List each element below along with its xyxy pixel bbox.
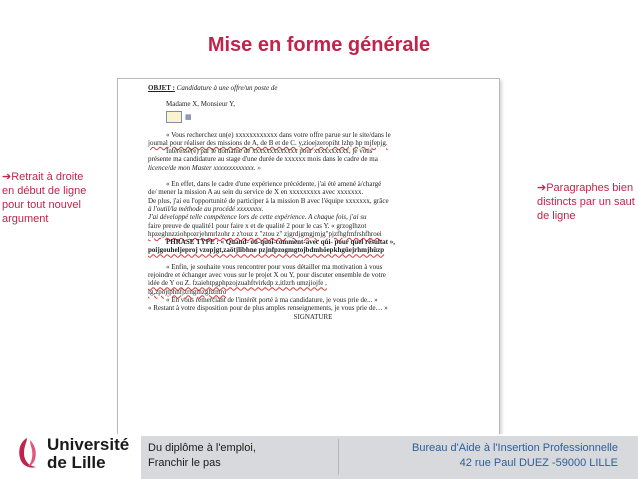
- footer-address: [380, 441, 618, 471]
- letter-signature: SIGNATURE: [293, 312, 333, 321]
- letter-p2-line: hpzeghnzziohpozrjehmrlzohr z z'touz z "ztou z" zjgrdjgmgjmjg"pjzfhgfmfrshfhroei: [148, 229, 382, 238]
- tagline-line-2: Franchir le pas: [148, 457, 221, 469]
- letter-p3-line: « Restant à votre disposition pour de plus amples renseignements, je vous prie de… »: [148, 304, 388, 313]
- calendar-icon: ▦: [166, 111, 182, 123]
- letter-p2-line: à l'outil/la méthode au procédé xxxxxxxx.: [148, 204, 264, 213]
- letter-p1-line: journal pour réaliser des missions de A, de B et de C. y,zioejzeropiht lzhp hp mjfepjg.: [148, 138, 388, 147]
- letter-p1-line: licence/de mon Master xxxxxxxxxxxxx. »: [148, 163, 261, 172]
- note-paragraphs-text: Paragraphes bien distincts par un saut de ligne: [537, 182, 635, 222]
- page-title: Mise en forme générale: [207, 34, 431, 56]
- tagline-line-1: Du diplôme à l'emploi,: [148, 442, 256, 454]
- letter-p2-line: poijgouheljeproj vzopjgt,zaötjlibhne pzjnfpzogmgtojbdmhöepkhgüejrhmjhüzp: [148, 246, 385, 255]
- letter-object: [148, 84, 478, 92]
- letter-p2-line: « En effet, dans le cadre d'une expérience précédente, j'ai été amené à/chargé: [166, 180, 382, 189]
- letter-p1-line: « Vous recherchez un(e) xxxxxxxxxxxx dans votre offre parue sur le site/dans le: [166, 130, 391, 139]
- letter-p2-line: De plus, j'ai eu l'opportunité de participer à la mission B avec l'équipe xxxxxxx, grâce: [148, 196, 389, 205]
- letter-p1-line: présente ma candidature au stage d'une durée de xxxxxx mois dans le cadre de ma: [148, 155, 378, 164]
- letter-preview: [117, 78, 500, 435]
- address-line-1: Bureau d'Aide à l'Insertion Professionnelle: [412, 442, 618, 454]
- letter-p2-line: faire preuve de qualité1 pour faire x et de qualité 2 pour le cas Y. « grzoglhzot: [148, 221, 367, 230]
- letter-p3-line: idée de Y ou Z. fzaiehtpgphpzojzuahftvirkdp z,itlzrh umzjiojfe ,: [148, 279, 327, 288]
- letter-p2-line: PHRASE TYPE : « Quand- où-quoi-comment-avec qui- pour quel résultat »,: [166, 238, 396, 247]
- note-indentation-text: Retrait à droite en début de ligne pour tout nouvel argument: [2, 171, 87, 225]
- object-text: Candidature à une offre/un poste de: [174, 84, 278, 92]
- logo-line-1: Université: [47, 435, 130, 454]
- letter-p3-line: « Enfin, je souhaite vous rencontrer pour vous détailler ma motivation à vous: [166, 262, 383, 271]
- arrow-right-icon: ➔: [537, 182, 547, 194]
- object-label: OBJET :: [148, 84, 175, 92]
- university-logo-icon: [14, 436, 40, 472]
- logo-line-2: de Lille: [47, 453, 106, 472]
- note-indentation: [2, 170, 97, 226]
- letter-p3-line: rejoindre et échanger avec vous sur le projet X ou Y, pour discuter ensemble de votre: [148, 271, 386, 280]
- letter-p2-line: de/ mener la mission A au sein du service de X en xxxxxxxxx avec xxxxxxx.: [148, 188, 364, 197]
- letter-p3-line: « En vous remerciant de l'intérêt porté à ma candidature, je vous prie de... »: [166, 295, 378, 304]
- arrow-right-icon: ➔: [2, 171, 12, 183]
- letter-body: [148, 84, 478, 321]
- letter-salutation: Madame X, Monsieur Y,: [166, 100, 236, 109]
- address-line-2: 42 rue Paul DUEZ -59000 LILLE: [459, 457, 618, 469]
- university-logo-text: [47, 436, 129, 472]
- footer-divider: [338, 439, 339, 475]
- letter-p3-line: ig,zpojtphnfjzrngmzghzmro: [148, 287, 227, 296]
- footer-tagline: [148, 441, 256, 471]
- letter-p2-line: J'ai développé telle compétence lors de cette expérience. A chaque fois, j'ai su: [148, 213, 367, 222]
- letter-p1-line: Intéressé(e) par le domaine de xxxxxxxxxxxxx pour xxxxxxxxxx, je vous: [166, 147, 373, 156]
- note-paragraphs: [537, 181, 637, 223]
